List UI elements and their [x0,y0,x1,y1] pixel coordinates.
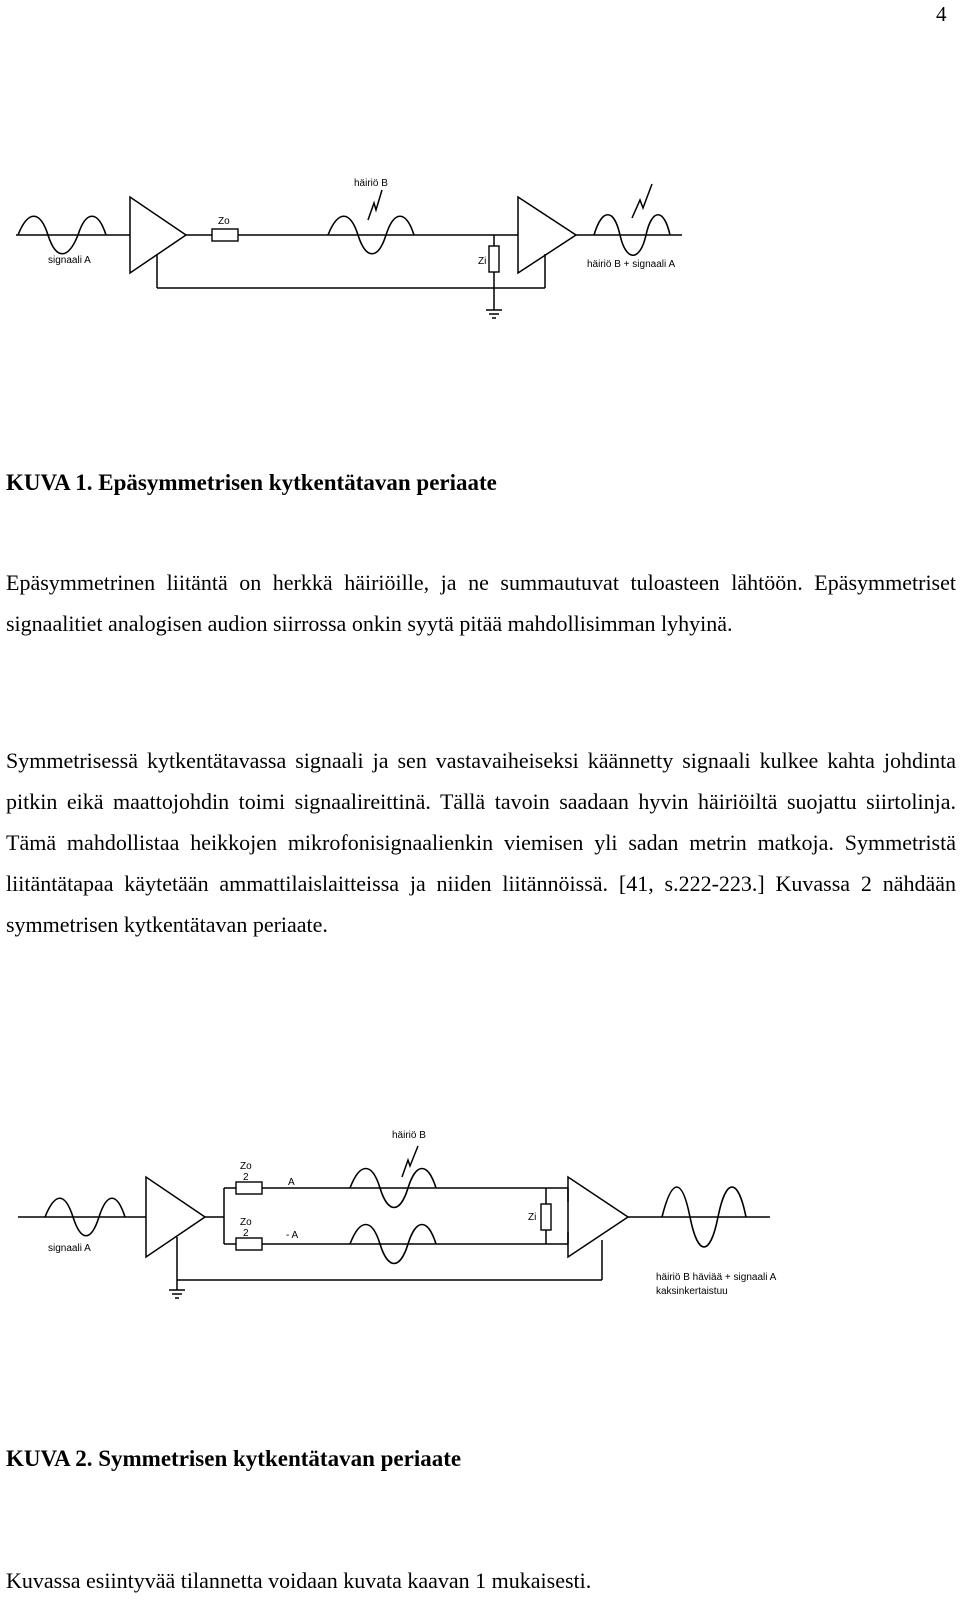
fig1-zi-label: Zi [478,256,487,267]
fig1-zi-resistor [489,246,499,272]
figure-2-caption: KUVA 2. Symmetrisen kytkentätavan periaate [6,1446,462,1471]
fig2-line-minus-a-label: - A [286,1230,299,1241]
paragraph-1: Epäsymmetrinen liitäntä on herkkä häiriöille, ja ne summautuvat tuloasteen lähtöön. Epäsymmetriset signaalitiet analogisen audion siirrossa onkin syytä pitää mahdollisimman lyhyinä. [6,570,956,636]
fig2-noise-label: häiriö B [392,1130,426,1141]
paragraph-2: Symmetrisessä kytkentätavassa signaali ja sen vastavaiheiseksi käännetty signaali kulkee kahta johdinta pitkin eikä maattojohdin toimi signaalireittinä. Tällä tavoin saadaan hyvin häiriöiltä suojattu siirtolinja. Tämä mahdollistaa heikkojen mikrofonisignaalienkin viemisen yli sadan metrin matkoja. Symmetristä liitäntätapaa käytetään ammattilaislaitteissa ja niiden liitännöissä. [41, s.222-223.] Kuvassa 2 nähdään symmetrisen kytkentätavan periaate. [6,748,956,937]
figure-1-svg [0,170,700,320]
fig1-zo-label: Zo [218,216,230,227]
fig2-zi-label: Zi [528,1212,537,1223]
fig1-amplifier-2 [518,197,576,273]
fig2-zo-bottom-div: 2 [243,1228,249,1239]
fig2-zi-resistor [541,1204,551,1230]
page-number: 4 [936,2,947,26]
fig2-zo-bottom-label: Zo [240,1217,252,1228]
figure-2-svg [0,1122,800,1302]
figure-1-diagram [0,170,700,320]
fig1-signal-out-label: häiriö B + signaali A [587,259,676,270]
fig1-noise-bolt [368,190,382,220]
figure-1-caption: KUVA 1. Epäsymmetrisen kytkentätavan periaate [6,470,497,495]
fig1-output-bolt [632,184,652,218]
fig2-zo-top-label: Zo [240,1161,252,1172]
fig1-noise-label: häiriö B [354,178,388,189]
fig2-amplifier-2 [568,1177,628,1257]
fig2-out-line1: häiriö B häviää + signaali A [656,1272,777,1283]
fig2-zo-top-resistor [236,1182,262,1194]
figure-2-diagram [0,1122,800,1302]
fig1-amplifier-1 [130,197,186,273]
fig1-zo-resistor [212,229,238,241]
fig1-signal-in-label: signaali A [48,255,91,266]
fig2-out-line2: kaksinkertaistuu [656,1286,728,1297]
fig2-line-a-label: A [288,1177,295,1188]
fig2-signal-in-label: signaali A [48,1243,91,1254]
fig2-zo-bottom-resistor [236,1238,262,1250]
fig2-zo-top-div: 2 [243,1172,249,1183]
fig2-amplifier-1 [146,1177,205,1257]
paragraph-3: Kuvassa esiintyvää tilannetta voidaan kuvata kaavan 1 mukaisesti. [6,1568,592,1593]
